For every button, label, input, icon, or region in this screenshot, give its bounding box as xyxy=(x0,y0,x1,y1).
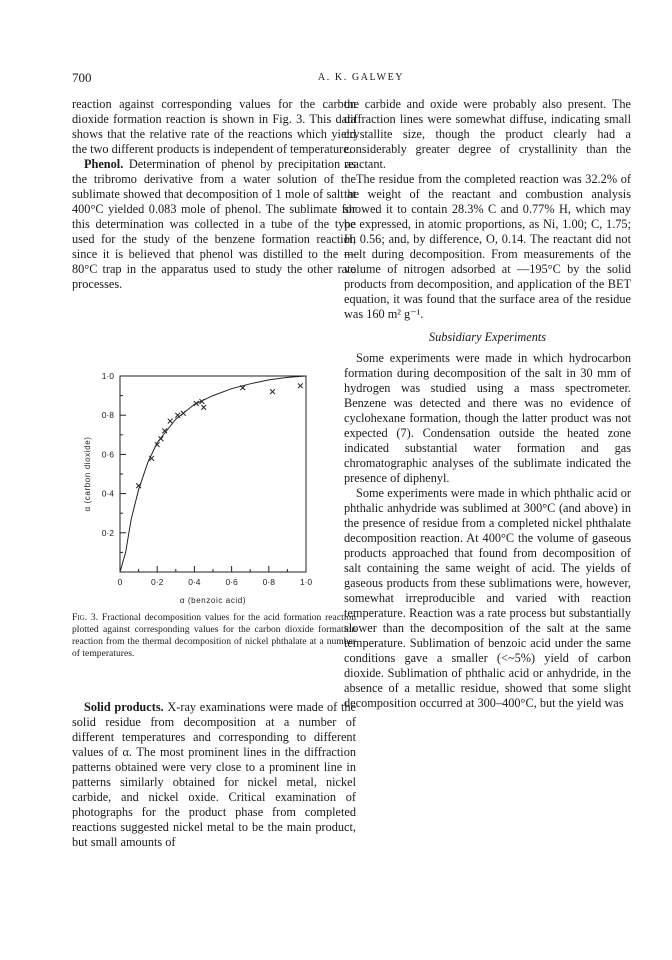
run-in-heading: Solid products. xyxy=(84,700,164,714)
paragraph-text: Some experiments were made in which hydrocarbon formation during decomposition of the salt in 30 mm of hydrogen was studied using a mass spectrometer. Benzene was detected and there was no evidence of cyclohexane formation, though the latter product was not expected (7). Condensation outside the heated zone indicated substantial water formation and gas chromatographic analyses of the sublimate indicated the presence of diphenyl. xyxy=(344,351,631,485)
x-tick-label: 1·0 xyxy=(299,577,313,587)
paragraph xyxy=(72,157,356,292)
figure-3 xyxy=(72,352,356,612)
x-tick-label: 0·2 xyxy=(151,577,164,587)
plot-frame xyxy=(120,376,306,572)
paragraph xyxy=(72,700,356,850)
x-tick-label: 0·8 xyxy=(262,577,275,587)
paragraph-text: Subsidiary Experiments xyxy=(428,330,547,344)
data-point xyxy=(168,419,173,424)
paragraph-text: The residue from the completed reaction was 32.2% of the weight of the reactant and combustion analysis showed it to contain 28.3% C and 0.77% H, which may be expressed, in atomic proportions, as Ni, 1.00; C, 1.75; H, 0.56; and, by difference, O, 0.14. The reactant did not melt during decomposition. From measurements of the volume of nitrogen adsorbed at —195°C by the solid products from decomposition, and application of the BET equation, it was found that the surface area of the residue was 160 m² g⁻¹. xyxy=(344,172,631,321)
paragraph xyxy=(344,486,631,711)
right-column xyxy=(344,97,631,711)
x-tick-label: 0·4 xyxy=(188,577,201,587)
x-axis-label: α (benzoic acid) xyxy=(179,596,247,605)
caption-label: Fig. 3. xyxy=(72,612,99,623)
data-point xyxy=(159,436,164,441)
paragraph-text: X-ray examinations were made of the solid residue from decomposition at a number of different temperatures and corresponding to different values of α. The most prominent lines in the diffraction patterns obtained were very close to a prominent line in patterns similarly obtained for nickel metal, nickel carbide, and nickel oxide. Critical examination of photographs for the product phase from completed reactions suggested nickel metal to be the main product, but small amounts of xyxy=(72,700,356,849)
x-tick-label: 0·6 xyxy=(225,577,238,587)
paragraph xyxy=(344,97,631,172)
paragraph-text: reaction against corresponding values for the carbon dioxide formation reaction is shown in Fig. 3. This data shows that the relative rate of the reactions which yield the two different products is independent of temperature. xyxy=(72,97,356,156)
data-point xyxy=(181,411,186,416)
left-column-bottom xyxy=(72,700,356,850)
paragraph-text: Determination of phenol by precipitation as the tribromo derivative from a water solution of the sublimate showed that decomposition of 1 mole of salt at 400°C yielded 0.083 mole of phenol. The sublimate for this determination was collected in a tube of the type used for the study of the benzene formation reaction since it is believed that phenol was distilled to the —80°C trap in the apparatus used to study the other rate processes. xyxy=(72,157,356,291)
data-point xyxy=(194,401,199,406)
paragraph xyxy=(344,172,631,322)
caption-text: Fractional decomposition values for the acid formation reaction plotted against corresponding values for the carbon dioxide formation reaction from the thermal decomposition of nickel phthalate at a number of temperatures. xyxy=(72,612,356,659)
fitted-curve xyxy=(120,376,306,572)
page-number: 700 xyxy=(72,70,92,85)
data-point xyxy=(270,389,275,394)
data-point xyxy=(298,383,303,388)
y-tick-label: 0·2 xyxy=(101,527,114,538)
fractional-decomposition-chart xyxy=(72,352,356,612)
x-tick-label: 0 xyxy=(117,577,123,587)
y-tick-label: 0·4 xyxy=(101,488,114,499)
y-tick-label: 0·8 xyxy=(101,410,114,421)
paragraph-text: the carbide and oxide were probably also present. The diffraction lines were somewhat diffuse, indicating small crystallite size, though the product clearly had a considerably greater degree of crystallinity than the reactant. xyxy=(344,97,631,171)
paragraph xyxy=(72,97,356,157)
running-head: A. K. GALWEY xyxy=(317,72,405,83)
y-tick-label: 0·6 xyxy=(101,449,114,460)
left-column-top xyxy=(72,97,356,292)
paragraph xyxy=(344,351,631,486)
y-tick-label: 1·0 xyxy=(101,371,114,381)
y-axis-label: α (carbon dioxide) xyxy=(83,436,92,512)
page-header xyxy=(72,70,650,90)
data-point xyxy=(175,413,180,418)
figure-caption xyxy=(72,612,356,660)
section-heading xyxy=(344,330,631,345)
paragraph-text: Some experiments were made in which phthalic acid or phthalic anhydride was sublimed at 300°C (and above) in the presence of residue from a completed nickel phthalate decomposition reaction. At 400°C the volume of gaseous products approached that found from decomposition of salt containing the same weight of acid. The yields of gaseous products from these sublimations were, however, somewhat irreproducible and varied with reaction temperature. Reaction was a rate process but substantially slower than the decomposition of the salt at the same temperature. Sublimation of benzoic acid under the same conditions gave a smaller (<~5%) yield of carbon dioxide. Sublimation of phthalic acid or anhydride, in the absence of a metallic residue, showed that some slight decomposition occurred at 300–400°C, but the yield was xyxy=(344,486,631,710)
run-in-heading: Phenol. xyxy=(84,157,124,171)
data-point xyxy=(201,405,206,410)
